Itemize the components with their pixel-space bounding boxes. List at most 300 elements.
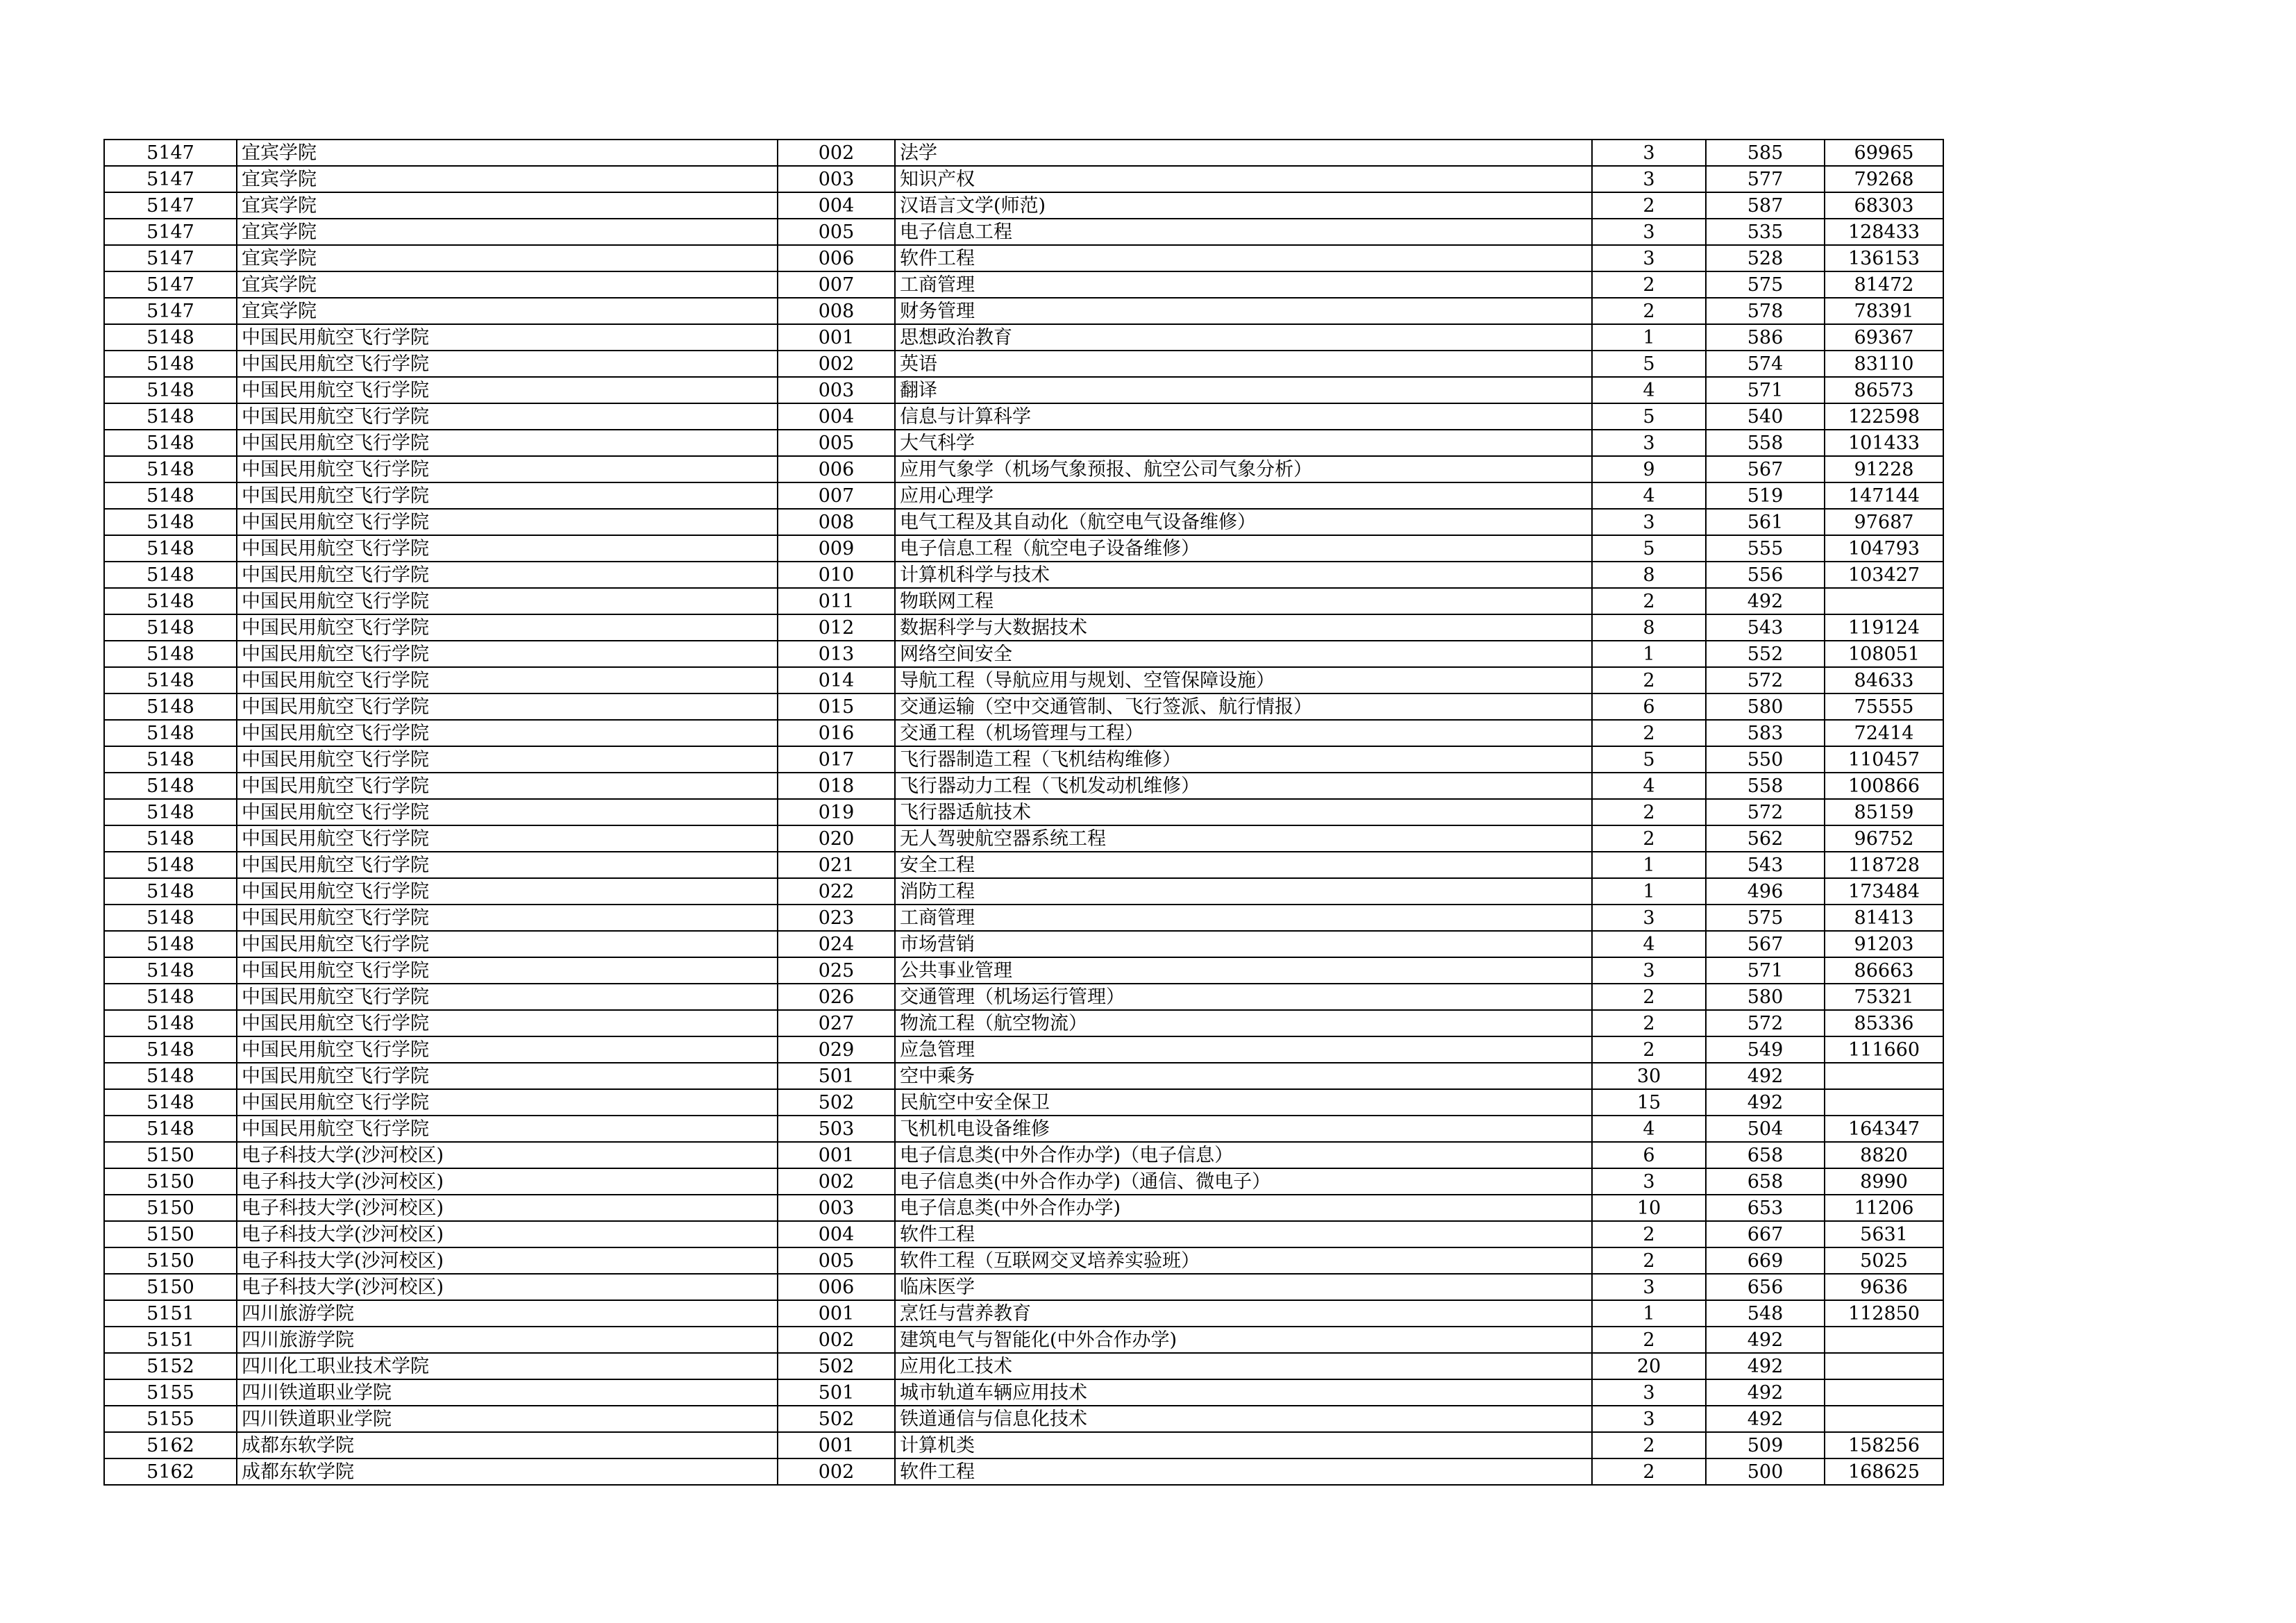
plan-count-cell: 6 [1592, 693, 1706, 720]
major-code-cell: 012 [778, 614, 895, 641]
min-rank-cell: 81413 [1825, 905, 1943, 931]
min-score-cell: 572 [1706, 667, 1825, 693]
min-rank-cell: 68303 [1825, 192, 1943, 219]
major-name-cell: 空中乘务 [895, 1063, 1592, 1089]
school-name-cell: 中国民用航空飞行学院 [237, 825, 778, 852]
school-name-cell: 中国民用航空飞行学院 [237, 377, 778, 403]
plan-count-cell: 6 [1592, 1142, 1706, 1168]
min-score-cell: 550 [1706, 746, 1825, 773]
major-name-cell: 应急管理 [895, 1036, 1592, 1063]
major-name-cell: 物联网工程 [895, 588, 1592, 614]
school-name-cell: 中国民用航空飞行学院 [237, 535, 778, 562]
school-code-cell: 5148 [104, 1036, 237, 1063]
school-code-cell: 5148 [104, 377, 237, 403]
min-rank-cell: 128433 [1825, 219, 1943, 245]
min-score-cell: 572 [1706, 1010, 1825, 1036]
school-code-cell: 5150 [104, 1221, 237, 1247]
major-code-cell: 005 [778, 219, 895, 245]
plan-count-cell: 1 [1592, 324, 1706, 351]
school-name-cell: 宜宾学院 [237, 219, 778, 245]
major-code-cell: 002 [778, 351, 895, 377]
school-name-cell: 电子科技大学(沙河校区) [237, 1221, 778, 1247]
school-code-cell: 5147 [104, 298, 237, 324]
min-rank-cell [1825, 1353, 1943, 1379]
major-code-cell: 001 [778, 324, 895, 351]
min-rank-cell: 173484 [1825, 878, 1943, 905]
major-name-cell: 数据科学与大数据技术 [895, 614, 1592, 641]
school-code-cell: 5151 [104, 1327, 237, 1353]
major-name-cell: 计算机类 [895, 1432, 1592, 1458]
min-rank-cell: 69367 [1825, 324, 1943, 351]
table-row [104, 1063, 1943, 1089]
min-rank-cell: 81472 [1825, 271, 1943, 298]
school-name-cell: 四川铁道职业学院 [237, 1379, 778, 1406]
school-code-cell: 5147 [104, 140, 237, 166]
major-code-cell: 019 [778, 799, 895, 825]
min-rank-cell: 85336 [1825, 1010, 1943, 1036]
table-row [104, 1379, 1943, 1406]
plan-count-cell: 2 [1592, 1036, 1706, 1063]
table-row [104, 430, 1943, 456]
min-score-cell: 496 [1706, 878, 1825, 905]
plan-count-cell: 2 [1592, 1327, 1706, 1353]
min-rank-cell: 164347 [1825, 1116, 1943, 1142]
plan-count-cell: 2 [1592, 1010, 1706, 1036]
min-rank-cell: 108051 [1825, 641, 1943, 667]
plan-count-cell: 2 [1592, 298, 1706, 324]
major-name-cell: 英语 [895, 351, 1592, 377]
school-name-cell: 成都东软学院 [237, 1458, 778, 1485]
major-name-cell: 思想政治教育 [895, 324, 1592, 351]
school-name-cell: 中国民用航空飞行学院 [237, 720, 778, 746]
major-name-cell: 应用心理学 [895, 482, 1592, 509]
school-code-cell: 5148 [104, 482, 237, 509]
school-name-cell: 中国民用航空飞行学院 [237, 403, 778, 430]
min-rank-cell: 91228 [1825, 456, 1943, 482]
major-name-cell: 导航工程（导航应用与规划、空管保障设施） [895, 667, 1592, 693]
table-row [104, 192, 1943, 219]
major-code-cell: 027 [778, 1010, 895, 1036]
min-score-cell: 492 [1706, 1379, 1825, 1406]
major-code-cell: 502 [778, 1353, 895, 1379]
major-name-cell: 交通管理（机场运行管理） [895, 984, 1592, 1010]
plan-count-cell: 3 [1592, 166, 1706, 192]
plan-count-cell: 2 [1592, 192, 1706, 219]
school-name-cell: 中国民用航空飞行学院 [237, 324, 778, 351]
min-score-cell: 585 [1706, 140, 1825, 166]
plan-count-cell: 3 [1592, 1274, 1706, 1300]
major-code-cell: 022 [778, 878, 895, 905]
table-row [104, 1432, 1943, 1458]
school-code-cell: 5162 [104, 1432, 237, 1458]
school-code-cell: 5147 [104, 245, 237, 271]
major-name-cell: 飞机机电设备维修 [895, 1116, 1592, 1142]
min-score-cell: 558 [1706, 430, 1825, 456]
school-name-cell: 中国民用航空飞行学院 [237, 562, 778, 588]
major-name-cell: 交通运输（空中交通管制、飞行签派、航行情报） [895, 693, 1592, 720]
major-code-cell: 016 [778, 720, 895, 746]
table-row [104, 720, 1943, 746]
table-row [104, 509, 1943, 535]
school-name-cell: 中国民用航空飞行学院 [237, 984, 778, 1010]
major-name-cell: 飞行器制造工程（飞机结构维修） [895, 746, 1592, 773]
major-name-cell: 翻译 [895, 377, 1592, 403]
school-code-cell: 5148 [104, 351, 237, 377]
major-code-cell: 006 [778, 245, 895, 271]
min-score-cell: 558 [1706, 773, 1825, 799]
school-code-cell: 5148 [104, 931, 237, 957]
min-score-cell: 492 [1706, 1353, 1825, 1379]
major-name-cell: 软件工程（互联网交叉培养实验班） [895, 1247, 1592, 1274]
min-rank-cell: 78391 [1825, 298, 1943, 324]
major-code-cell: 501 [778, 1379, 895, 1406]
min-rank-cell: 100866 [1825, 773, 1943, 799]
major-name-cell: 软件工程 [895, 1221, 1592, 1247]
plan-count-cell: 2 [1592, 825, 1706, 852]
major-name-cell: 软件工程 [895, 245, 1592, 271]
min-rank-cell: 118728 [1825, 852, 1943, 878]
school-code-cell: 5150 [104, 1195, 237, 1221]
major-code-cell: 026 [778, 984, 895, 1010]
table-row [104, 535, 1943, 562]
major-code-cell: 001 [778, 1300, 895, 1327]
table-row [104, 166, 1943, 192]
school-code-cell: 5148 [104, 667, 237, 693]
min-score-cell: 572 [1706, 799, 1825, 825]
school-name-cell: 中国民用航空飞行学院 [237, 614, 778, 641]
major-code-cell: 017 [778, 746, 895, 773]
school-name-cell: 电子科技大学(沙河校区) [237, 1168, 778, 1195]
min-score-cell: 577 [1706, 166, 1825, 192]
major-code-cell: 024 [778, 931, 895, 957]
table-row [104, 746, 1943, 773]
major-code-cell: 008 [778, 509, 895, 535]
plan-count-cell: 2 [1592, 1221, 1706, 1247]
major-code-cell: 002 [778, 1327, 895, 1353]
major-code-cell: 029 [778, 1036, 895, 1063]
plan-count-cell: 2 [1592, 667, 1706, 693]
plan-count-cell: 1 [1592, 1300, 1706, 1327]
min-score-cell: 543 [1706, 852, 1825, 878]
table-row [104, 588, 1943, 614]
min-rank-cell: 79268 [1825, 166, 1943, 192]
major-name-cell: 安全工程 [895, 852, 1592, 878]
school-name-cell: 中国民用航空飞行学院 [237, 351, 778, 377]
table-row [104, 219, 1943, 245]
major-name-cell: 法学 [895, 140, 1592, 166]
min-rank-cell: 91203 [1825, 931, 1943, 957]
min-rank-cell: 85159 [1825, 799, 1943, 825]
school-name-cell: 宜宾学院 [237, 298, 778, 324]
min-score-cell: 575 [1706, 271, 1825, 298]
min-rank-cell: 11206 [1825, 1195, 1943, 1221]
school-name-cell: 宜宾学院 [237, 271, 778, 298]
major-code-cell: 002 [778, 1168, 895, 1195]
table-row [104, 140, 1943, 166]
min-score-cell: 540 [1706, 403, 1825, 430]
school-name-cell: 中国民用航空飞行学院 [237, 931, 778, 957]
min-score-cell: 656 [1706, 1274, 1825, 1300]
table-row [104, 298, 1943, 324]
min-rank-cell: 111660 [1825, 1036, 1943, 1063]
school-code-cell: 5148 [104, 1063, 237, 1089]
table-row [104, 1036, 1943, 1063]
plan-count-cell: 20 [1592, 1353, 1706, 1379]
min-rank-cell: 86663 [1825, 957, 1943, 984]
min-rank-cell: 8820 [1825, 1142, 1943, 1168]
major-name-cell: 建筑电气与智能化(中外合作办学) [895, 1327, 1592, 1353]
table-row [104, 799, 1943, 825]
min-rank-cell [1825, 1379, 1943, 1406]
plan-count-cell: 1 [1592, 878, 1706, 905]
major-name-cell: 信息与计算科学 [895, 403, 1592, 430]
major-code-cell: 001 [778, 1432, 895, 1458]
min-rank-cell: 69965 [1825, 140, 1943, 166]
plan-count-cell: 5 [1592, 746, 1706, 773]
plan-count-cell: 3 [1592, 1406, 1706, 1432]
min-rank-cell: 119124 [1825, 614, 1943, 641]
plan-count-cell: 5 [1592, 535, 1706, 562]
school-name-cell: 成都东软学院 [237, 1432, 778, 1458]
min-rank-cell: 110457 [1825, 746, 1943, 773]
plan-count-cell: 9 [1592, 456, 1706, 482]
plan-count-cell: 3 [1592, 509, 1706, 535]
min-score-cell: 567 [1706, 931, 1825, 957]
table-row [104, 1327, 1943, 1353]
school-name-cell: 中国民用航空飞行学院 [237, 482, 778, 509]
school-code-cell: 5150 [104, 1274, 237, 1300]
school-name-cell: 中国民用航空飞行学院 [237, 1010, 778, 1036]
plan-count-cell: 30 [1592, 1063, 1706, 1089]
major-code-cell: 004 [778, 1221, 895, 1247]
school-name-cell: 电子科技大学(沙河校区) [237, 1274, 778, 1300]
major-name-cell: 民航空中安全保卫 [895, 1089, 1592, 1116]
school-code-cell: 5150 [104, 1168, 237, 1195]
min-rank-cell: 86573 [1825, 377, 1943, 403]
school-code-cell: 5148 [104, 641, 237, 667]
plan-count-cell: 4 [1592, 773, 1706, 799]
plan-count-cell: 3 [1592, 1379, 1706, 1406]
school-code-cell: 5147 [104, 192, 237, 219]
plan-count-cell: 2 [1592, 799, 1706, 825]
min-score-cell: 583 [1706, 720, 1825, 746]
school-name-cell: 中国民用航空飞行学院 [237, 878, 778, 905]
school-code-cell: 5150 [104, 1247, 237, 1274]
school-code-cell: 5148 [104, 509, 237, 535]
school-name-cell: 电子科技大学(沙河校区) [237, 1142, 778, 1168]
major-code-cell: 010 [778, 562, 895, 588]
school-name-cell: 中国民用航空飞行学院 [237, 852, 778, 878]
school-code-cell: 5148 [104, 984, 237, 1010]
plan-count-cell: 3 [1592, 219, 1706, 245]
table-row [104, 1089, 1943, 1116]
plan-count-cell: 5 [1592, 351, 1706, 377]
table-row [104, 1010, 1943, 1036]
min-rank-cell: 75321 [1825, 984, 1943, 1010]
school-code-cell: 5155 [104, 1406, 237, 1432]
major-name-cell: 消防工程 [895, 878, 1592, 905]
table-row [104, 271, 1943, 298]
table-row [104, 351, 1943, 377]
major-code-cell: 009 [778, 535, 895, 562]
school-code-cell: 5148 [104, 799, 237, 825]
school-code-cell: 5148 [104, 905, 237, 931]
table-row [104, 1142, 1943, 1168]
plan-count-cell: 4 [1592, 931, 1706, 957]
plan-count-cell: 2 [1592, 1247, 1706, 1274]
major-name-cell: 知识产权 [895, 166, 1592, 192]
min-score-cell: 586 [1706, 324, 1825, 351]
table-row [104, 878, 1943, 905]
major-code-cell: 502 [778, 1406, 895, 1432]
school-code-cell: 5148 [104, 852, 237, 878]
school-name-cell: 四川旅游学院 [237, 1327, 778, 1353]
school-code-cell: 5152 [104, 1353, 237, 1379]
school-name-cell: 中国民用航空飞行学院 [237, 641, 778, 667]
major-name-cell: 大气科学 [895, 430, 1592, 456]
table-row [104, 482, 1943, 509]
school-code-cell: 5148 [104, 588, 237, 614]
plan-count-cell: 3 [1592, 957, 1706, 984]
major-name-cell: 城市轨道车辆应用技术 [895, 1379, 1592, 1406]
min-score-cell: 528 [1706, 245, 1825, 271]
major-name-cell: 电子信息工程 [895, 219, 1592, 245]
school-code-cell: 5148 [104, 773, 237, 799]
min-rank-cell: 147144 [1825, 482, 1943, 509]
major-code-cell: 004 [778, 192, 895, 219]
school-name-cell: 宜宾学院 [237, 245, 778, 271]
major-code-cell: 004 [778, 403, 895, 430]
school-name-cell: 电子科技大学(沙河校区) [237, 1195, 778, 1221]
min-score-cell: 509 [1706, 1432, 1825, 1458]
min-rank-cell: 97687 [1825, 509, 1943, 535]
school-code-cell: 5151 [104, 1300, 237, 1327]
major-name-cell: 电子信息类(中外合作办学)（电子信息） [895, 1142, 1592, 1168]
table-row [104, 1116, 1943, 1142]
plan-count-cell: 4 [1592, 1116, 1706, 1142]
major-code-cell: 021 [778, 852, 895, 878]
major-code-cell: 005 [778, 1247, 895, 1274]
major-name-cell: 飞行器适航技术 [895, 799, 1592, 825]
min-score-cell: 548 [1706, 1300, 1825, 1327]
major-code-cell: 015 [778, 693, 895, 720]
min-score-cell: 653 [1706, 1195, 1825, 1221]
table-row [104, 693, 1943, 720]
school-code-cell: 5148 [104, 614, 237, 641]
school-name-cell: 中国民用航空飞行学院 [237, 509, 778, 535]
table-row [104, 1274, 1943, 1300]
min-score-cell: 574 [1706, 351, 1825, 377]
min-score-cell: 571 [1706, 377, 1825, 403]
major-name-cell: 铁道通信与信息化技术 [895, 1406, 1592, 1432]
table-row [104, 1458, 1943, 1485]
school-name-cell: 中国民用航空飞行学院 [237, 957, 778, 984]
table-row [104, 562, 1943, 588]
major-code-cell: 013 [778, 641, 895, 667]
min-score-cell: 492 [1706, 1327, 1825, 1353]
school-name-cell: 中国民用航空飞行学院 [237, 1089, 778, 1116]
school-code-cell: 5155 [104, 1379, 237, 1406]
school-name-cell: 中国民用航空飞行学院 [237, 588, 778, 614]
school-name-cell: 宜宾学院 [237, 140, 778, 166]
min-score-cell: 504 [1706, 1116, 1825, 1142]
min-score-cell: 587 [1706, 192, 1825, 219]
school-name-cell: 中国民用航空飞行学院 [237, 905, 778, 931]
school-code-cell: 5148 [104, 562, 237, 588]
school-code-cell: 5148 [104, 430, 237, 456]
major-name-cell: 临床医学 [895, 1274, 1592, 1300]
min-rank-cell [1825, 1406, 1943, 1432]
major-code-cell: 003 [778, 1195, 895, 1221]
plan-count-cell: 1 [1592, 641, 1706, 667]
table-row [104, 931, 1943, 957]
school-name-cell: 中国民用航空飞行学院 [237, 693, 778, 720]
min-rank-cell: 72414 [1825, 720, 1943, 746]
major-name-cell: 工商管理 [895, 271, 1592, 298]
plan-count-cell: 15 [1592, 1089, 1706, 1116]
major-name-cell: 市场营销 [895, 931, 1592, 957]
major-name-cell: 网络空间安全 [895, 641, 1592, 667]
min-score-cell: 519 [1706, 482, 1825, 509]
school-name-cell: 宜宾学院 [237, 192, 778, 219]
table-row [104, 324, 1943, 351]
plan-count-cell: 3 [1592, 140, 1706, 166]
major-name-cell: 电子信息工程（航空电子设备维修） [895, 535, 1592, 562]
school-code-cell: 5147 [104, 271, 237, 298]
school-name-cell: 中国民用航空飞行学院 [237, 1036, 778, 1063]
major-name-cell: 软件工程 [895, 1458, 1592, 1485]
school-code-cell: 5148 [104, 456, 237, 482]
major-code-cell: 011 [778, 588, 895, 614]
min-score-cell: 556 [1706, 562, 1825, 588]
major-name-cell: 烹饪与营养教育 [895, 1300, 1592, 1327]
major-code-cell: 003 [778, 166, 895, 192]
school-name-cell: 中国民用航空飞行学院 [237, 456, 778, 482]
major-code-cell: 006 [778, 456, 895, 482]
min-score-cell: 669 [1706, 1247, 1825, 1274]
min-rank-cell [1825, 1063, 1943, 1089]
major-name-cell: 物流工程（航空物流） [895, 1010, 1592, 1036]
school-code-cell: 5162 [104, 1458, 237, 1485]
min-rank-cell [1825, 1089, 1943, 1116]
plan-count-cell: 2 [1592, 1432, 1706, 1458]
major-code-cell: 014 [778, 667, 895, 693]
school-code-cell: 5148 [104, 324, 237, 351]
major-name-cell: 飞行器动力工程（飞机发动机维修） [895, 773, 1592, 799]
major-code-cell: 001 [778, 1142, 895, 1168]
min-score-cell: 561 [1706, 509, 1825, 535]
table-row [104, 1247, 1943, 1274]
table-row [104, 1406, 1943, 1432]
school-code-cell: 5148 [104, 825, 237, 852]
school-code-cell: 5148 [104, 720, 237, 746]
plan-count-cell: 2 [1592, 1458, 1706, 1485]
school-name-cell: 电子科技大学(沙河校区) [237, 1247, 778, 1274]
min-rank-cell: 168625 [1825, 1458, 1943, 1485]
school-code-cell: 5148 [104, 957, 237, 984]
table-row [104, 984, 1943, 1010]
table-row [104, 1168, 1943, 1195]
school-code-cell: 5148 [104, 878, 237, 905]
table-row [104, 667, 1943, 693]
min-score-cell: 549 [1706, 1036, 1825, 1063]
plan-count-cell: 4 [1592, 377, 1706, 403]
min-score-cell: 580 [1706, 693, 1825, 720]
table-row [104, 403, 1943, 430]
major-code-cell: 502 [778, 1089, 895, 1116]
school-name-cell: 中国民用航空飞行学院 [237, 1063, 778, 1089]
school-name-cell: 中国民用航空飞行学院 [237, 799, 778, 825]
